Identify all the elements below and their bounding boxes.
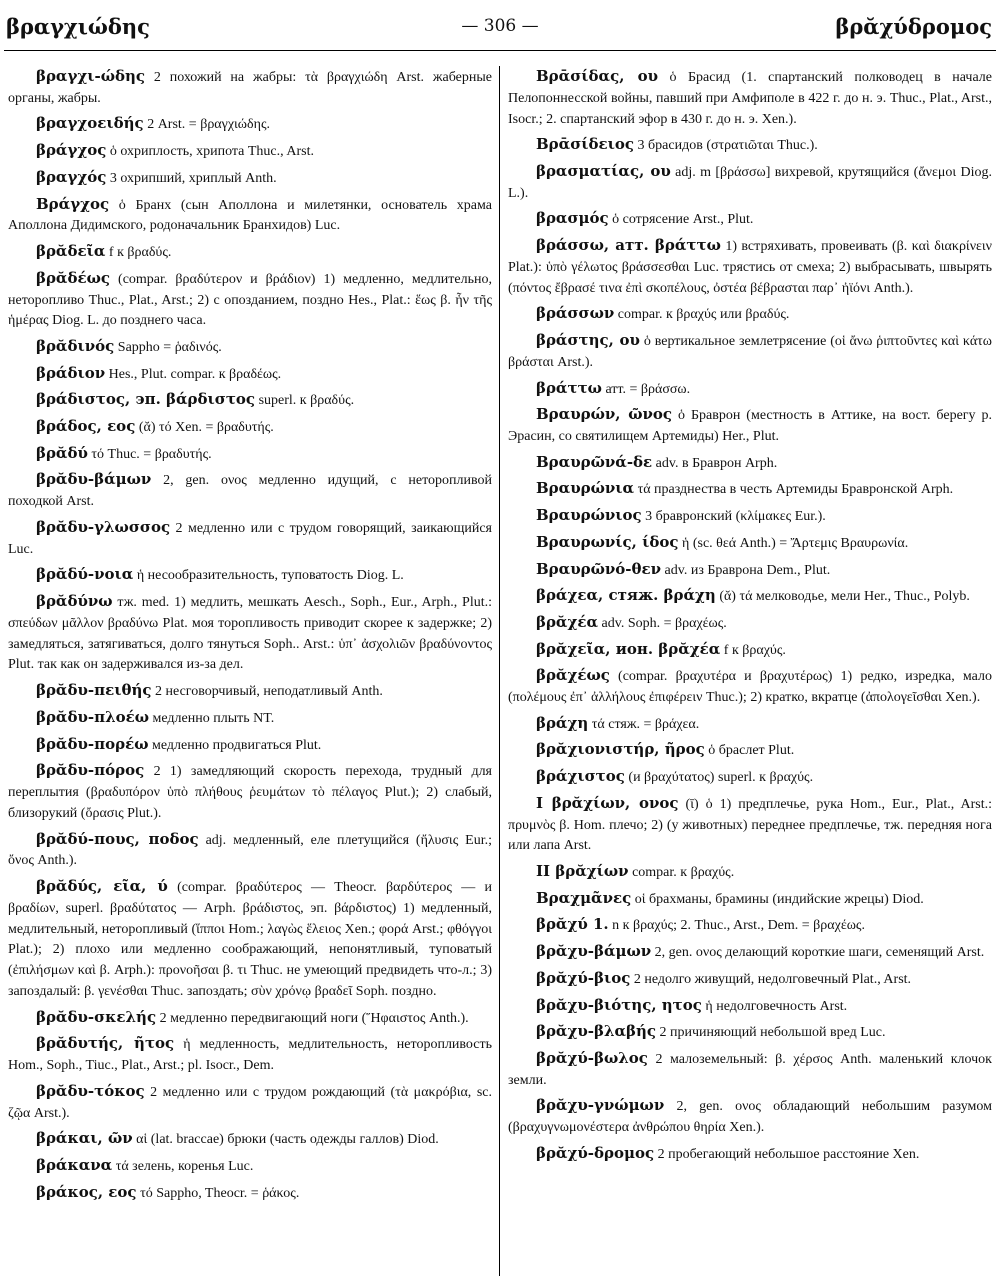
dictionary-entry: [508, 612, 992, 635]
entry-definition: 2 Arst. = βραγχιώδης.: [143, 117, 270, 133]
dictionary-entry: [508, 968, 992, 991]
dictionary-entry: [8, 591, 492, 676]
entry-definition: (compar. βραδύτερον и βράδιον) 1) медленно, медлительно, неторопливо Thuc., Plat., Arst.; 2) с опозданием, поздно Hes., Plat.: ἕως β. ἦν τῆς ἡμέρας Diog. L. до позднего часа.: [8, 271, 492, 329]
entry-definition: ὁ Бранх (сын Аполлона и милетянки, основатель храма Аполлона Дидимского, родоначальник Бранхидов) Luc.: [8, 197, 492, 234]
entry-headword: Βραυρῶνό-θεν: [536, 559, 662, 578]
dictionary-entry: [8, 363, 492, 386]
dictionary-entry: [8, 1033, 492, 1077]
dictionary-entry: [8, 443, 492, 466]
dictionary-entry: [508, 235, 992, 299]
dictionary-entry: [8, 1182, 492, 1205]
entry-headword: βρᾰδινός: [36, 337, 115, 355]
dictionary-entry: [508, 1143, 992, 1166]
entry-definition: οἱ брахманы, брамины (индийские жрецы) Diod.: [631, 891, 924, 907]
entry-definition: (compar. βραδύτερος — Theocr. βαρδύτερος — и βραδίων, superl. βραδύτατος — Arph. βράδιστος, эп. βάρδιστος) 1) медленный, медлительный, неторопливый (ἵπποι Hom.; λαγὼς ἕλειος Xen.; φορά Arst.; φθόγγοι Plat.); 2) плохо или медленно соображающий, непонятливый, туповатый (ἐπιλήσμων καὶ β. Arph.): προνοῆσαι β. τι Thuc. не умеющий предвидеть что-л.; 3) запоздалый: β. γενέσθαι Thuc. запоздать; σὺν χρόνῳ βραδεῖ Soph. поздно.: [8, 880, 492, 999]
entry-headword: βρᾰδυ-βάμων: [36, 470, 152, 489]
dictionary-entry: [508, 208, 992, 231]
dictionary-entry: [508, 888, 992, 911]
entry-definition: f к βραχύς.: [720, 642, 786, 658]
entry-headword: Βραυρώνιος: [536, 506, 642, 525]
dictionary-entry: [508, 378, 992, 401]
entry-definition: adv. в Бравpон Arph.: [652, 455, 778, 471]
entry-headword: βραγχός: [36, 167, 107, 186]
page-header: [0, 14, 1000, 44]
dictionary-entry: [8, 389, 492, 412]
entry-definition: ὁ сотрясение Arst., Plut.: [608, 212, 754, 228]
entry-definition: compar. к βραχύς или βραδύς.: [614, 307, 790, 323]
entry-headword: βράκαι, ῶν: [36, 1129, 133, 1148]
dictionary-entry: [8, 707, 492, 730]
dictionary-entry: [8, 564, 492, 587]
entry-definition: Sappho = ῥαδινός.: [114, 340, 222, 355]
entry-headword: βράσσων: [536, 304, 615, 323]
entry-definition: тж. med. 1) медлить, мешкать Aesch., Soph., Eur., Arph., Plut.: σπεύδων μᾶλλον βραδύνω Plat. моя торопливость приводит скорее к задержке; 2) замедляться, затягиваться, долго тянуться Soph.. Arst.: ὑπ᾽ ἀσχολιῶν βραδύνοντος Plut. так как он задерживался из-за дел.: [8, 595, 492, 673]
entry-definition: τό Sappho, Theocr. = ῥάκος.: [136, 1185, 300, 1201]
entry-headword: βρᾰχύ 1.: [536, 915, 609, 934]
dictionary-entry: [508, 665, 992, 709]
dictionary-entry: [508, 995, 992, 1018]
dictionary-entry: [508, 1021, 992, 1044]
entry-headword: Βραυρωνίς, ίδος: [536, 532, 679, 551]
entry-definition: ὁ браслет Plut.: [704, 743, 795, 759]
entry-headword: βράκος, εος: [36, 1182, 137, 1201]
entry-definition: 3 брасидов (στρατιῶται Thuc.).: [634, 138, 818, 154]
entry-definition: (ᾰ) τό Xen. = βραδυτής.: [135, 420, 274, 436]
entry-definition: adv. Soph. = βραχέως.: [598, 615, 727, 631]
entry-definition: adj. m [βράσσω] вихревой, крутящийся (ἄνεμοι Diog. L.).: [508, 164, 992, 201]
dictionary-entry: [508, 861, 992, 884]
dictionary-entry: [508, 941, 992, 964]
entry-definition: αἱ (lat. braccae) брюки (часть одежды галлов) Diod.: [132, 1132, 439, 1148]
entry-definition: (ῑ) ὁ 1) предплечье, рука Hom., Eur., Plat., Arst.: πρυμνὸς β. Hom. плечо; 2) (у животных) переднее предплечье, тж. передняя нога или лапа Arst.: [508, 796, 992, 854]
entry-headword: βράκανα: [36, 1156, 113, 1175]
entry-headword: βρᾰχύ-βωλος: [536, 1048, 648, 1067]
entry-definition: 1) встряхивать, провеивать (β. καὶ διακρίνειν Plat.): ὑπὸ γέλωτος βράσσεσθαι Luc. трястись от смеха; 2) выбрасывать, швырять (πόντος ἔβρασέ τινα ἐπὶ σκοπέλους, ὀστέα βέβρασται παρ᾽ ἠϊόνι Anth.).: [508, 239, 992, 296]
entry-headword: βρᾰδυ-πλοέω: [36, 707, 150, 726]
dictionary-entry: [508, 478, 992, 501]
entry-headword: βρασματίας, ου: [536, 161, 671, 180]
dictionary-entry: [508, 134, 992, 157]
entry-definition: compar. к βραχύς.: [628, 865, 735, 881]
entry-headword: βράδος, εος: [36, 417, 136, 436]
dictionary-entry: [508, 66, 992, 130]
left-column: [8, 66, 492, 1280]
entry-headword: βράστης, ου: [536, 331, 640, 350]
entry-definition: ὁ Бравpон (местность в Аттике, на вост. берегу р. Эрасин, со святилищем Артемиды) Her., Plut.: [508, 408, 992, 445]
dictionary-entry: [8, 734, 492, 757]
page-number: — 306 —: [461, 16, 539, 36]
dictionary-entry: [508, 452, 992, 475]
entry-headword: βρᾰδέως: [36, 268, 111, 287]
entry-headword: βρᾰχεῖα, ион. βρᾰχέα: [536, 639, 721, 658]
entry-headword: II βρᾰχίων: [536, 862, 629, 881]
entry-definition: 2, gen. ονος обладающий небольшим разумом (βραχυγνωμονέστερα ἀνθρώπου θηρία Xen.).: [508, 1099, 992, 1136]
entry-headword: βρᾰχυ-γνώμων: [536, 1096, 665, 1115]
entry-definition: атт. = βράσσω.: [601, 381, 691, 397]
entry-headword: βράχεα, стяж. βράχη: [536, 586, 716, 605]
dictionary-entry: [8, 1155, 492, 1178]
dictionary-entry: [508, 505, 992, 528]
entry-definition: adj. медленный, еле плетущийся (ἤλυσις Eur.; ὄνος Anth.).: [8, 832, 492, 869]
entry-definition: adv. из Бравpона Dem., Plut.: [661, 562, 831, 578]
entry-headword: Βραχμᾶνες: [536, 888, 632, 907]
entry-definition: 2 медленно передвигающий ноги (Ἥφαιστος Anth.).: [156, 1010, 469, 1026]
entry-definition: superl. к βραδύς.: [255, 393, 355, 409]
entry-definition: τό Thuc. = βραδυτής.: [87, 446, 212, 462]
dictionary-entry: [508, 161, 992, 205]
entry-headword: βρᾰχύ-βιος: [536, 968, 631, 987]
entry-definition: (compar. βραχυτέρα и βραχυτέρως) 1) редко, изредка, мало (πολέμους ἐπ᾽ ἀλλήλους ἐπιφέρειν Thuc.); 2) кратко, вкратце (ἀπολογεῖσθαι Xen.).: [508, 669, 992, 706]
dictionary-entry: [508, 914, 992, 937]
dictionary-entry: [508, 303, 992, 326]
dictionary-entry: [508, 404, 992, 448]
dictionary-entry: [508, 559, 992, 582]
column-divider: [499, 66, 500, 1276]
entry-headword: Βρᾱσίδειος: [536, 135, 635, 154]
dictionary-entry: [508, 739, 992, 762]
entry-headword: Βρᾱσίδας, ου: [536, 67, 659, 85]
entry-definition: 2 причиняющий небольшой вред Luc.: [656, 1025, 886, 1041]
entry-headword: Βραυρώνια: [536, 479, 635, 498]
entry-headword: βρᾰδυ-σκελής: [36, 1007, 157, 1026]
entry-headword: βρᾰχύ-δρομος: [536, 1143, 655, 1162]
entry-definition: медленно продвигаться Plut.: [148, 737, 322, 753]
dictionary-entry: [8, 194, 492, 238]
entry-headword: Βραυρῶνά-δε: [536, 452, 653, 471]
entry-definition: ὁ вертикальное землетрясение (οἱ ἄνω ῥιπτοῦντες καὶ κάτω βράσται Arst.).: [508, 334, 992, 370]
dictionary-entry: [8, 416, 492, 439]
entry-definition: ἡ медленность, медлительность, неторопливость Hom., Soph., Tiuc., Plat., Arst.; pl. Isocr., Dem.: [8, 1037, 492, 1074]
entry-definition: f к βραδύς.: [105, 245, 172, 261]
entry-definition: ὁ охриплость, хрипота Thuc., Arst.: [106, 144, 314, 160]
entry-headword: βρᾰδύς, εῖα, ύ: [36, 877, 168, 895]
entry-definition: τά стяж. = βράχεα.: [588, 716, 700, 732]
entry-definition: 2, gen. ονος медленно идущий, с неторопливой походкой Arst.: [8, 473, 492, 510]
dictionary-entry: [8, 66, 492, 110]
entry-headword: βρᾰχυ-βιότης, ητος: [536, 995, 702, 1014]
dictionary-entry: [8, 268, 492, 332]
entry-definition: (ᾰ) τά мелководье, мели Her., Thuc., Polyb.: [715, 589, 970, 605]
entry-headword: βρᾰδύ-νοια: [36, 565, 134, 584]
entry-definition: (и βραχύτατος) superl. к βραχύς.: [624, 770, 814, 786]
dictionary-entry: [8, 167, 492, 190]
dictionary-entry: [8, 336, 492, 359]
entry-headword: βρᾰδυ-πόρος: [36, 761, 145, 780]
entry-headword: βραγχι-ώδης: [36, 67, 146, 85]
entry-definition: ἡ (sc. θεά Anth.) = Ἄρτεμις Βραυρωνία.: [678, 535, 909, 551]
entry-definition: 2 медленно или с трудом рождающий (τὰ μακρόβια, sc. ζῷα Arst.).: [8, 1084, 492, 1121]
entry-headword: βρᾰδυ-τόκος: [36, 1081, 145, 1100]
entry-headword: βρᾰδυτής, ῆτος: [36, 1034, 175, 1053]
dictionary-entry: [8, 876, 492, 1003]
dictionary-entry: [8, 829, 492, 873]
entry-definition: n к βραχύς; 2. Thuc., Arst., Dem. = βραχέως.: [608, 918, 865, 934]
entry-definition: 3 бравронский (κλίμακες Eur.).: [641, 509, 826, 525]
dictionary-entry: [508, 532, 992, 555]
dictionary-entry: [8, 241, 492, 264]
header-rule: [4, 50, 996, 51]
entry-definition: медленно плыть NT.: [149, 710, 275, 726]
entry-headword: βράχιστος: [536, 767, 625, 786]
entry-definition: τά зелень, коренья Luc.: [112, 1159, 254, 1175]
right-column: [508, 66, 992, 1280]
entry-definition: Hes., Plut. compar. к βραδέως.: [105, 366, 282, 382]
entry-definition: 3 охрипший, хриплый Anth.: [106, 170, 277, 186]
dictionary-entry: [508, 1095, 992, 1139]
dictionary-entry: [508, 713, 992, 736]
entry-definition: 2, gen. ονος делающий короткие шаги, семенящий Arst.: [651, 945, 985, 961]
entry-headword: βρᾰδυ-πορέω: [36, 734, 149, 753]
dictionary-entry: [8, 113, 492, 136]
dictionary-entry: [8, 1081, 492, 1125]
entry-definition: ἡ недолговечность Arst.: [701, 998, 848, 1014]
entry-definition: ἡ несообразительность, туповатость Diog. L.: [133, 568, 404, 584]
entry-definition: 2 несговорчивый, неподатливый Anth.: [151, 684, 383, 700]
entry-headword: Βράγχος: [36, 194, 110, 213]
entry-headword: βρᾰχυ-βλαβής: [536, 1022, 656, 1041]
entry-headword: βράττω: [536, 378, 602, 397]
entry-definition: 2 недолго живущий, недолговечный Plat., Arst.: [630, 971, 912, 987]
entry-headword: βρᾰδύ-πους, ποδος: [36, 829, 199, 848]
dictionary-entry: [8, 469, 492, 513]
entry-headword: I βρᾰχίων, ονος: [536, 793, 679, 812]
entry-headword: βρᾰδυ-γλωσσος: [36, 517, 171, 536]
dictionary-entry: [508, 639, 992, 662]
dictionary-entry: [8, 680, 492, 703]
entry-headword: βράδιον: [36, 363, 106, 382]
entry-headword: βράγχος: [36, 141, 107, 160]
entry-definition: τά празднества в честь Артемиды Бравронской Arph.: [634, 482, 954, 498]
entry-definition: 2 медленно или с трудом говорящий, заикающийся Luc.: [8, 520, 492, 557]
dictionary-entry: [8, 1007, 492, 1030]
entry-headword: Βραυρών, ῶνος: [536, 405, 673, 424]
entry-headword: βρασμός: [536, 209, 609, 228]
entry-definition: 2 пробегающий небольшое расстояние Xen.: [654, 1146, 920, 1162]
entry-headword: βραγχοειδής: [36, 114, 144, 133]
dictionary-entry: [508, 766, 992, 789]
dictionary-entry: [508, 793, 992, 857]
dictionary-entry: [8, 517, 492, 561]
entry-definition: 2 малоземельный: β. χέρσος Anth. маленький клочок земли.: [508, 1051, 992, 1088]
dictionary-entry: [8, 140, 492, 163]
entry-headword: βρᾰχιονιστήρ, ῆρος: [536, 740, 705, 759]
dictionary-entry: [8, 760, 492, 824]
entry-headword: βράδιστος, эп. βάρδιστος: [36, 390, 256, 409]
entry-headword: βρᾰδυ-πειθής: [36, 681, 152, 700]
entry-definition: ὁ Брасид (1. спартанский полководец в начале Пелопоннесской войны, павший при Амфиполе в 422 г. до н. э. Thuc., Plat., Arst., Isocr.; 2. спартанский эфор в 430 г. до н. э. Xen.).: [508, 70, 992, 127]
entry-headword: βρᾰδύ: [36, 443, 88, 462]
entry-definition: 2 1) замедляющий скорость перехода, трудный для переплытия (βραδυπόρον ὑπὸ πλήθους ῥευμάτων τὸ πέλαγος Plut.); 2) слабый, близорукий (ὄρασις Plut.).: [8, 764, 492, 821]
dictionary-entry: [508, 1048, 992, 1092]
entry-headword: βρᾰχέως: [536, 666, 610, 685]
entry-definition: 2 похожий на жабры: τὰ βραγχιώδη Arst. жаберные органы, жабры.: [8, 70, 492, 106]
entry-headword: βρᾰδεῖα: [36, 242, 106, 261]
dictionary-entry: [508, 585, 992, 608]
entry-headword: βρᾰχυ-βάμων: [536, 942, 652, 961]
dictionary-entry: [508, 330, 992, 374]
dictionary-entry: [8, 1128, 492, 1151]
entry-headword: βρᾰχέα: [536, 612, 599, 631]
entry-headword: βράχη: [536, 713, 589, 732]
entry-headword: βράσσω, атт. βράττω: [536, 236, 721, 255]
running-head-right: βρᾰχύδρομος: [835, 14, 992, 39]
running-head-left: βραγχιώδης: [6, 14, 150, 39]
entry-headword: βρᾰδύνω: [36, 592, 113, 611]
